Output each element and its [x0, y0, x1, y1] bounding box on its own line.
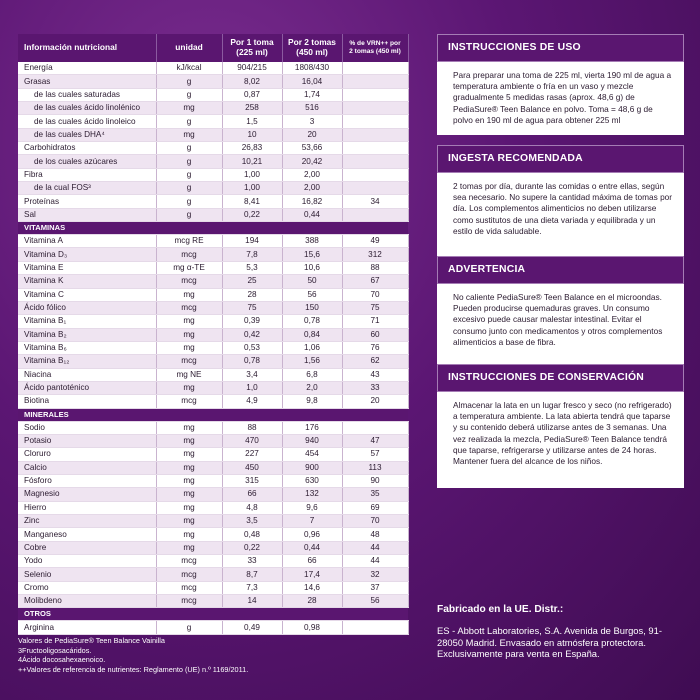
nutrient-name: de las cuales ácido linoleico: [18, 115, 156, 128]
table-section-row: [18, 222, 408, 235]
nutrient-unit: mg: [156, 102, 222, 115]
value-vrn-percent: 75: [342, 301, 408, 314]
nutrient-name: Ácido fólico: [18, 301, 156, 314]
value-per-serving: 4,8: [222, 501, 282, 514]
value-vrn-percent: [342, 62, 408, 75]
nutrient-unit: mg: [156, 474, 222, 487]
usage-instructions-text: Para preparar una toma de 225 ml, vierta 190 ml de agua a temperatura ambiente o fría en un vaso y mezcle gradualmente 5 medidas rasas (aprox. 48,6 g) de PediaSure® Teen Balance en polvo. Toma = 48,6 g de polvo en 190 ml de agua para obtener 225 ml: [437, 62, 684, 135]
value-vrn-percent: [342, 621, 408, 634]
table-row: [18, 275, 408, 288]
nutrient-name: Grasas: [18, 75, 156, 88]
warning-box: [437, 256, 684, 370]
value-vrn-percent: 20: [342, 395, 408, 408]
nutrient-unit: kJ/kcal: [156, 62, 222, 75]
value-per-two-servings: 1,56: [282, 355, 342, 368]
value-per-serving: 0,39: [222, 315, 282, 328]
nutrient-unit: mcg: [156, 275, 222, 288]
value-per-two-servings: 20: [282, 128, 342, 141]
value-vrn-percent: [342, 115, 408, 128]
storage-instructions-box: [437, 364, 684, 488]
table-row: [18, 168, 408, 181]
value-per-serving: 88: [222, 421, 282, 434]
section-label: MINERALES: [18, 408, 408, 421]
manufacturer-address: ES - Abbott Laboratories, S.A. Avenida de Burgos, 91-28050 Madrid. Envasado en atmósfera protectora. Exclusivamente para venta en España.: [437, 625, 662, 659]
value-vrn-percent: 113: [342, 461, 408, 474]
value-vrn-percent: 62: [342, 355, 408, 368]
value-vrn-percent: 70: [342, 288, 408, 301]
value-per-two-servings: 388: [282, 235, 342, 248]
nutrient-unit: mcg: [156, 248, 222, 261]
value-per-two-servings: 6,8: [282, 368, 342, 381]
nutrient-name: Calcio: [18, 461, 156, 474]
table-row: [18, 501, 408, 514]
nutrient-name: Potasio: [18, 434, 156, 447]
value-per-serving: 5,3: [222, 261, 282, 274]
value-vrn-percent: [342, 142, 408, 155]
value-vrn-percent: 44: [342, 555, 408, 568]
nutrient-unit: mg: [156, 341, 222, 354]
nutrient-name: Vitamina A: [18, 235, 156, 248]
value-per-two-servings: 0,98: [282, 621, 342, 634]
value-per-serving: 1,00: [222, 168, 282, 181]
value-per-serving: 10: [222, 128, 282, 141]
nutrient-name: Energía: [18, 62, 156, 75]
table-row: [18, 461, 408, 474]
nutrient-name: de las cuales saturadas: [18, 88, 156, 101]
value-per-serving: 66: [222, 488, 282, 501]
nutrient-unit: mg: [156, 488, 222, 501]
nutrient-name: Vitamina B₁₂: [18, 355, 156, 368]
value-vrn-percent: [342, 155, 408, 168]
value-per-two-servings: 1,06: [282, 341, 342, 354]
table-row: [18, 102, 408, 115]
value-per-two-servings: 1808/430: [282, 62, 342, 75]
nutrient-name: de los cuales azúcares: [18, 155, 156, 168]
nutrient-unit: g: [156, 168, 222, 181]
nutrient-unit: g: [156, 208, 222, 221]
value-per-two-servings: 2,00: [282, 168, 342, 181]
value-vrn-percent: 69: [342, 501, 408, 514]
value-per-two-servings: 14,6: [282, 581, 342, 594]
value-per-serving: 3,4: [222, 368, 282, 381]
nutrient-name: Selenio: [18, 568, 156, 581]
table-row: [18, 195, 408, 208]
value-per-serving: 0,49: [222, 621, 282, 634]
nutrition-table-panel: [18, 34, 408, 635]
value-per-serving: 8,7: [222, 568, 282, 581]
value-per-two-servings: 0,44: [282, 541, 342, 554]
value-per-two-servings: 0,96: [282, 528, 342, 541]
table-row: [18, 488, 408, 501]
table-row: [18, 368, 408, 381]
header-per-two: Por 2 tomas (450 ml): [282, 34, 342, 62]
nutrient-name: Arginina: [18, 621, 156, 634]
section-label: VITAMINAS: [18, 222, 408, 235]
value-vrn-percent: 56: [342, 595, 408, 608]
value-vrn-percent: 60: [342, 328, 408, 341]
table-row: [18, 301, 408, 314]
table-row: [18, 448, 408, 461]
header-unit: unidad: [156, 34, 222, 62]
value-per-two-servings: 20,42: [282, 155, 342, 168]
value-per-serving: 28: [222, 288, 282, 301]
nutrient-unit: mcg: [156, 355, 222, 368]
storage-instructions-text: Almacenar la lata en un lugar fresco y seco (no refrigerado) a temperatura ambiente. La lata abierta tendrá que taparse y su contenido deberá utilizarse antes de 3 semanas. Una vez realizada la mezcla, PediaSure® Teen Balance tendrá que taparse, refrigerarse y utilizarse antes de 24 horas. Mantener fuera del alcance de los niños.: [437, 392, 684, 488]
nutrient-name: Magnesio: [18, 488, 156, 501]
table-row: [18, 395, 408, 408]
table-row: [18, 515, 408, 528]
nutrient-name: Vitamina B₁: [18, 315, 156, 328]
value-per-two-servings: 2,0: [282, 381, 342, 394]
value-per-serving: 227: [222, 448, 282, 461]
value-vrn-percent: 71: [342, 315, 408, 328]
value-per-two-servings: 15,6: [282, 248, 342, 261]
value-per-two-servings: 56: [282, 288, 342, 301]
nutrient-name: Sodio: [18, 421, 156, 434]
value-vrn-percent: 34: [342, 195, 408, 208]
value-per-serving: 904/215: [222, 62, 282, 75]
value-vrn-percent: 90: [342, 474, 408, 487]
value-per-two-servings: 28: [282, 595, 342, 608]
value-per-two-servings: 50: [282, 275, 342, 288]
table-header-row: [18, 34, 408, 62]
footnote: Valores de PediaSure® Teen Balance Vainilla: [18, 636, 165, 645]
table-section-row: [18, 608, 408, 621]
value-vrn-percent: [342, 75, 408, 88]
nutrient-unit: g: [156, 88, 222, 101]
value-per-serving: 8,41: [222, 195, 282, 208]
table-row: [18, 261, 408, 274]
table-row: [18, 355, 408, 368]
manufacturer-info: [437, 604, 684, 660]
value-per-two-servings: 17,4: [282, 568, 342, 581]
nutrient-unit: mg: [156, 461, 222, 474]
nutrient-name: de las cuales ácido linolénico: [18, 102, 156, 115]
table-row: [18, 235, 408, 248]
footnote: ++Valores de referencia de nutrientes: Reglamento (UE) n.º 1169/2011.: [18, 664, 249, 674]
nutrient-unit: g: [156, 75, 222, 88]
value-vrn-percent: 43: [342, 368, 408, 381]
nutrition-table-body: [18, 62, 408, 634]
value-vrn-percent: [342, 168, 408, 181]
nutrient-unit: mcg: [156, 568, 222, 581]
nutrition-table: [18, 34, 409, 635]
footnote: 4Ácido docosahexaenoico.: [18, 655, 106, 665]
value-per-serving: 7,8: [222, 248, 282, 261]
nutrient-unit: g: [156, 195, 222, 208]
nutrient-unit: mg NE: [156, 368, 222, 381]
value-per-two-servings: 9,6: [282, 501, 342, 514]
value-per-serving: 26,83: [222, 142, 282, 155]
value-per-serving: 1,5: [222, 115, 282, 128]
nutrient-name: de las cuales DHA⁴: [18, 128, 156, 141]
header-info: Información nutricional: [18, 34, 156, 62]
nutrient-name: Yodo: [18, 555, 156, 568]
value-vrn-percent: 57: [342, 448, 408, 461]
value-per-serving: 4,9: [222, 395, 282, 408]
value-per-two-servings: 3: [282, 115, 342, 128]
nutrient-name: Cloruro: [18, 448, 156, 461]
nutrient-name: Cobre: [18, 541, 156, 554]
value-per-serving: 25: [222, 275, 282, 288]
table-row: [18, 155, 408, 168]
value-per-serving: 33: [222, 555, 282, 568]
value-per-two-servings: 66: [282, 555, 342, 568]
table-row: [18, 315, 408, 328]
nutrient-name: Vitamina D₃: [18, 248, 156, 261]
nutrient-unit: mg: [156, 541, 222, 554]
table-row: [18, 62, 408, 75]
value-per-two-servings: 132: [282, 488, 342, 501]
value-per-serving: 0,48: [222, 528, 282, 541]
table-row: [18, 421, 408, 434]
table-row: [18, 328, 408, 341]
nutrient-unit: mg: [156, 288, 222, 301]
value-per-serving: 1,0: [222, 381, 282, 394]
value-per-serving: 7,3: [222, 581, 282, 594]
value-per-serving: 450: [222, 461, 282, 474]
value-per-serving: 1,00: [222, 182, 282, 195]
nutrient-unit: g: [156, 115, 222, 128]
nutrient-unit: mg: [156, 528, 222, 541]
manufacturer-title: Fabricado en la UE. Distr.:: [437, 604, 564, 615]
value-per-two-servings: 630: [282, 474, 342, 487]
nutrient-unit: mcg: [156, 395, 222, 408]
table-row: [18, 528, 408, 541]
value-vrn-percent: 37: [342, 581, 408, 594]
value-per-two-servings: 10,6: [282, 261, 342, 274]
value-vrn-percent: 70: [342, 515, 408, 528]
nutrient-name: Sal: [18, 208, 156, 221]
value-vrn-percent: 76: [342, 341, 408, 354]
value-per-two-servings: 516: [282, 102, 342, 115]
nutrient-unit: mg: [156, 515, 222, 528]
nutrient-unit: g: [156, 142, 222, 155]
value-per-serving: 258: [222, 102, 282, 115]
value-vrn-percent: [342, 421, 408, 434]
value-vrn-percent: 33: [342, 381, 408, 394]
nutrient-unit: mg: [156, 421, 222, 434]
value-per-serving: 470: [222, 434, 282, 447]
nutrient-name: Vitamina E: [18, 261, 156, 274]
recommended-intake-title: INGESTA RECOMENDADA: [437, 145, 684, 173]
value-vrn-percent: 88: [342, 261, 408, 274]
value-per-serving: 0,78: [222, 355, 282, 368]
table-row: [18, 75, 408, 88]
usage-instructions-box: [437, 34, 684, 135]
table-row: [18, 115, 408, 128]
value-per-serving: 315: [222, 474, 282, 487]
nutrient-unit: mg α-TE: [156, 261, 222, 274]
table-row: [18, 621, 408, 634]
value-per-two-servings: 0,78: [282, 315, 342, 328]
value-per-serving: 3,5: [222, 515, 282, 528]
nutrient-name: Cromo: [18, 581, 156, 594]
nutrient-name: Ácido pantoténico: [18, 381, 156, 394]
value-vrn-percent: 35: [342, 488, 408, 501]
value-vrn-percent: 32: [342, 568, 408, 581]
nutrient-name: de la cual FOS³: [18, 182, 156, 195]
value-vrn-percent: 48: [342, 528, 408, 541]
nutrient-unit: mcg: [156, 301, 222, 314]
nutrient-name: Manganeso: [18, 528, 156, 541]
nutrient-name: Vitamina B₆: [18, 341, 156, 354]
value-per-serving: 0,53: [222, 341, 282, 354]
value-per-two-servings: 150: [282, 301, 342, 314]
recommended-intake-text: 2 tomas por día, durante las comidas o entre ellas, según sea necesario. No supere la cantidad máxima de tomas por día. Los complementos alimenticios no deben utilizarse como sustitutos de una dieta variada y equilibrada y un estilo de vida saludable.: [437, 173, 684, 257]
nutrient-unit: mg: [156, 448, 222, 461]
nutrient-name: Fósforo: [18, 474, 156, 487]
value-per-two-servings: 900: [282, 461, 342, 474]
value-per-two-servings: 16,04: [282, 75, 342, 88]
nutrient-unit: g: [156, 155, 222, 168]
value-per-serving: 10,21: [222, 155, 282, 168]
value-vrn-percent: 312: [342, 248, 408, 261]
table-row: [18, 381, 408, 394]
value-per-serving: 14: [222, 595, 282, 608]
nutrient-unit: mg: [156, 381, 222, 394]
nutrient-unit: mg: [156, 501, 222, 514]
nutrient-name: Niacina: [18, 368, 156, 381]
nutrient-unit: mg: [156, 128, 222, 141]
nutrient-unit: mcg: [156, 555, 222, 568]
nutrient-unit: mg: [156, 315, 222, 328]
value-per-two-servings: 176: [282, 421, 342, 434]
value-per-two-servings: 1,74: [282, 88, 342, 101]
nutrient-unit: mg: [156, 434, 222, 447]
table-row: [18, 541, 408, 554]
header-per-serving: Por 1 toma (225 ml): [222, 34, 282, 62]
usage-instructions-title: INSTRUCCIONES DE USO: [437, 34, 684, 62]
warning-text: No caliente PediaSure® Teen Balance en el microondas. Pueden producirse quemaduras graves. Un consumo excesivo puede causar malestar intestinal. Evitar el consumo junto con medicamentos y otros complementos alimenticios a base de fibra.: [437, 284, 684, 370]
nutrient-name: Vitamina C: [18, 288, 156, 301]
nutrient-unit: g: [156, 621, 222, 634]
value-vrn-percent: [342, 182, 408, 195]
value-vrn-percent: [342, 208, 408, 221]
table-section-row: [18, 408, 408, 421]
nutrient-unit: mcg: [156, 595, 222, 608]
nutrient-name: Fibra: [18, 168, 156, 181]
storage-instructions-title: INSTRUCCIONES DE CONSERVACIÓN: [437, 364, 684, 392]
footnotes: [18, 636, 318, 674]
table-row: [18, 182, 408, 195]
nutrient-name: Carbohidratos: [18, 142, 156, 155]
nutrient-unit: mg: [156, 328, 222, 341]
table-row: [18, 248, 408, 261]
value-per-serving: 0,22: [222, 208, 282, 221]
table-row: [18, 581, 408, 594]
table-row: [18, 88, 408, 101]
table-row: [18, 341, 408, 354]
table-row: [18, 555, 408, 568]
value-per-two-servings: 940: [282, 434, 342, 447]
value-per-two-servings: 454: [282, 448, 342, 461]
nutrient-name: Vitamina K: [18, 275, 156, 288]
nutrient-unit: g: [156, 182, 222, 195]
nutrient-name: Hierro: [18, 501, 156, 514]
value-vrn-percent: 67: [342, 275, 408, 288]
value-per-two-servings: 0,84: [282, 328, 342, 341]
warning-title: ADVERTENCIA: [437, 256, 684, 284]
value-per-serving: 194: [222, 235, 282, 248]
nutrient-name: Zinc: [18, 515, 156, 528]
section-label: OTROS: [18, 608, 408, 621]
nutrient-name: Molibdeno: [18, 595, 156, 608]
recommended-intake-box: [437, 145, 684, 257]
value-per-serving: 0,42: [222, 328, 282, 341]
table-row: [18, 434, 408, 447]
table-row: [18, 288, 408, 301]
value-per-two-servings: 2,00: [282, 182, 342, 195]
value-per-two-servings: 16,82: [282, 195, 342, 208]
value-per-serving: 0,22: [222, 541, 282, 554]
nutrient-unit: mcg: [156, 581, 222, 594]
table-row: [18, 128, 408, 141]
value-vrn-percent: [342, 102, 408, 115]
value-vrn-percent: [342, 88, 408, 101]
value-vrn-percent: 49: [342, 235, 408, 248]
nutrient-name: Proteínas: [18, 195, 156, 208]
value-vrn-percent: 47: [342, 434, 408, 447]
table-row: [18, 595, 408, 608]
table-row: [18, 142, 408, 155]
nutrient-name: Biotina: [18, 395, 156, 408]
nutrient-unit: mcg RE: [156, 235, 222, 248]
value-per-serving: 75: [222, 301, 282, 314]
value-per-serving: 0,87: [222, 88, 282, 101]
value-per-two-servings: 53,66: [282, 142, 342, 155]
table-row: [18, 474, 408, 487]
value-per-two-servings: 0,44: [282, 208, 342, 221]
value-vrn-percent: 44: [342, 541, 408, 554]
value-per-serving: 8,02: [222, 75, 282, 88]
nutrient-name: Vitamina B₂: [18, 328, 156, 341]
table-row: [18, 208, 408, 221]
table-row: [18, 568, 408, 581]
header-vrn: % de VRN++ por 2 tomas (450 ml): [342, 34, 408, 62]
value-per-two-servings: 7: [282, 515, 342, 528]
footnote: 3Fructooligosacáridos.: [18, 645, 92, 655]
value-vrn-percent: [342, 128, 408, 141]
value-per-two-servings: 9,8: [282, 395, 342, 408]
